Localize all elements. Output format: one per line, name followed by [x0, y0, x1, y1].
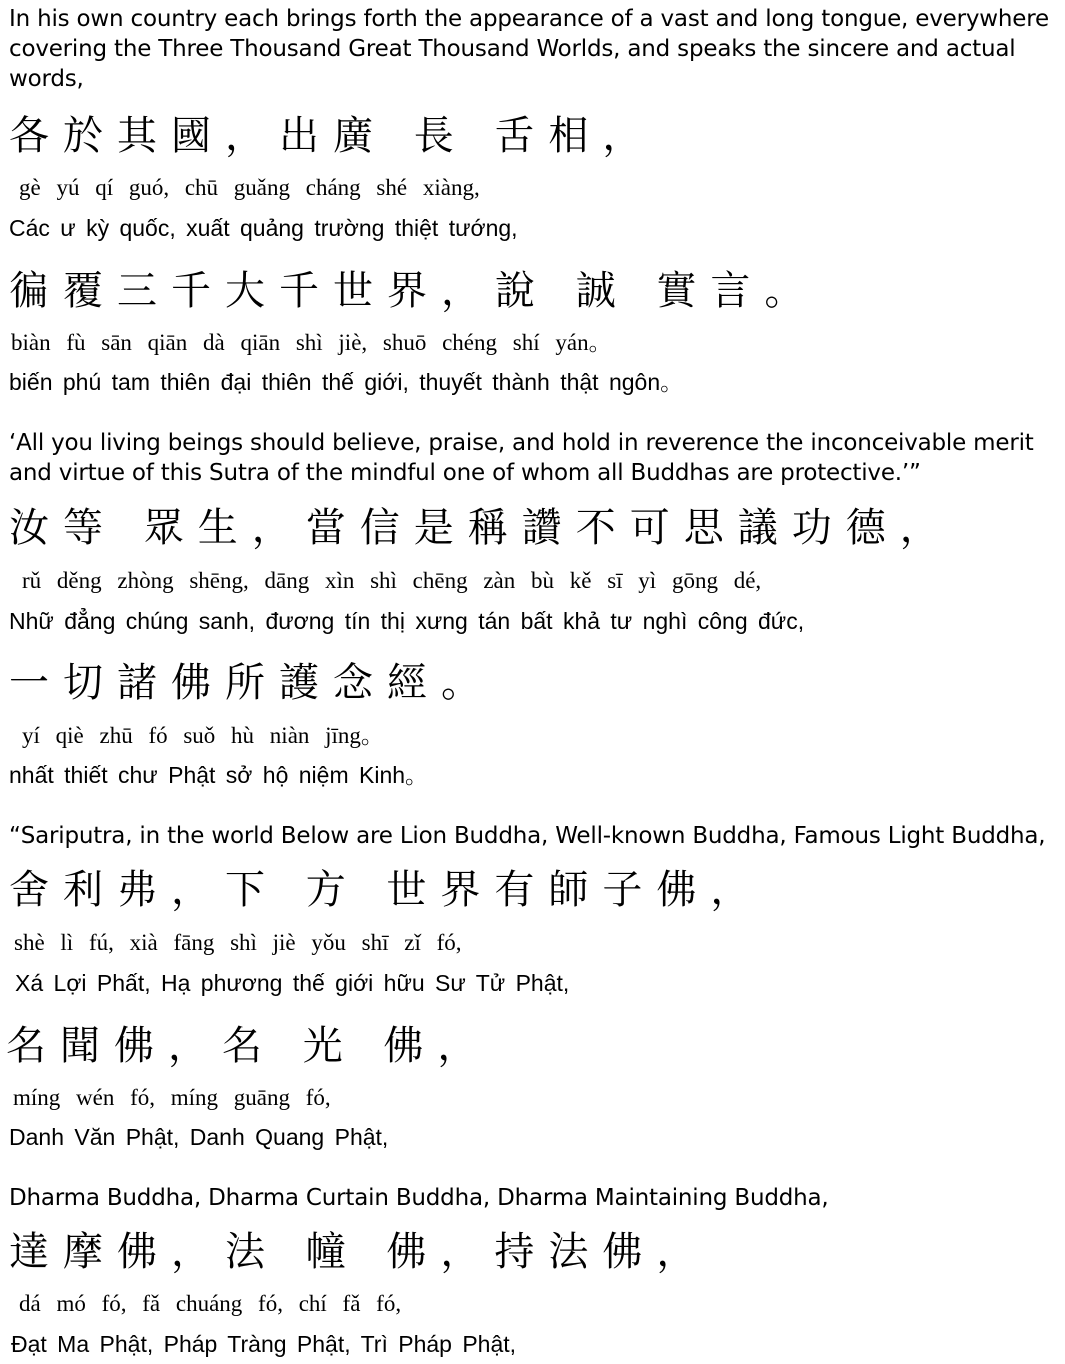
pinyin-line: dá mó fó, fǎ chuáng fó, chí fǎ fó,: [19, 1291, 402, 1316]
vietnamese-line: Danh Văn Phật, Danh Quang Phật,: [9, 1124, 389, 1150]
vietnamese-line: nhất thiết chư Phật sở hộ niệm Kinh。: [9, 762, 429, 788]
chinese-line: 名聞佛，名 光 佛，: [6, 1023, 492, 1069]
chinese-line: 一切諸佛所護念經。: [9, 660, 495, 706]
english-translation: In his own country each brings forth the appearance of a vast and long tongue, everywhere covering the Three Thousand Great Thousand Worlds, and speaks the sincere and actual words,: [9, 6, 1049, 92]
vietnamese-line: Xá Lợi Phất, Hạ phương thế giới hữu Sư Tử Phật,: [15, 970, 570, 996]
chinese-line: 達摩佛，法 幢 佛，持法佛，: [9, 1229, 711, 1275]
vietnamese-line: Đạt Ma Phật, Pháp Tràng Phật, Trì Pháp Phật,: [11, 1331, 517, 1357]
chinese-line: 汝等 眾生，當信是稱讚不可思議功德，: [9, 505, 954, 551]
english-translation: Dharma Buddha, Dharma Curtain Buddha, Dharma Maintaining Buddha,: [9, 1185, 829, 1211]
vietnamese-line: Nhữ đẳng chúng sanh, đương tín thị xưng tán bất khả tư nghì công đức,: [9, 608, 805, 634]
vietnamese-line: Các ư kỳ quốc, xuất quảng trường thiệt tướng,: [9, 215, 518, 241]
chinese-line: 各於其國，出廣 長 舌相，: [9, 113, 657, 159]
pinyin-line: shè lì fú, xià fāng shì jiè yǒu shī zǐ fó,: [14, 930, 462, 955]
vietnamese-line: biến phú tam thiên đại thiên thế giới, thuyết thành thật ngôn。: [9, 369, 684, 395]
pinyin-line: gè yú qí guó, chū guǎng cháng shé xiàng,: [19, 175, 480, 200]
pinyin-line: biàn fù sān qiān dà qiān shì jiè, shuō chéng shí yán。: [11, 330, 612, 355]
pinyin-line: míng wén fó, míng guāng fó,: [13, 1085, 331, 1110]
chinese-line: 舍利弗，下 方 世界有師子佛，: [9, 867, 765, 913]
chinese-line: 徧覆三千大千世界，說 誠 實言。: [9, 268, 819, 314]
pinyin-line: rǔ děng zhòng shēng, dāng xìn shì chēng zàn bù kě sī yì gōng dé,: [22, 568, 762, 593]
english-translation: ‘All you living beings should believe, praise, and hold in reverence the inconceivable merit and virtue of this Sutra of the mindful one of whom all Buddhas are protective.’”: [9, 430, 1034, 486]
pinyin-line: yí qiè zhū fó suǒ hù niàn jīng。: [22, 723, 384, 748]
english-translation: “Sariputra, in the world Below are Lion Buddha, Well-known Buddha, Famous Light Buddha,: [9, 823, 1046, 849]
